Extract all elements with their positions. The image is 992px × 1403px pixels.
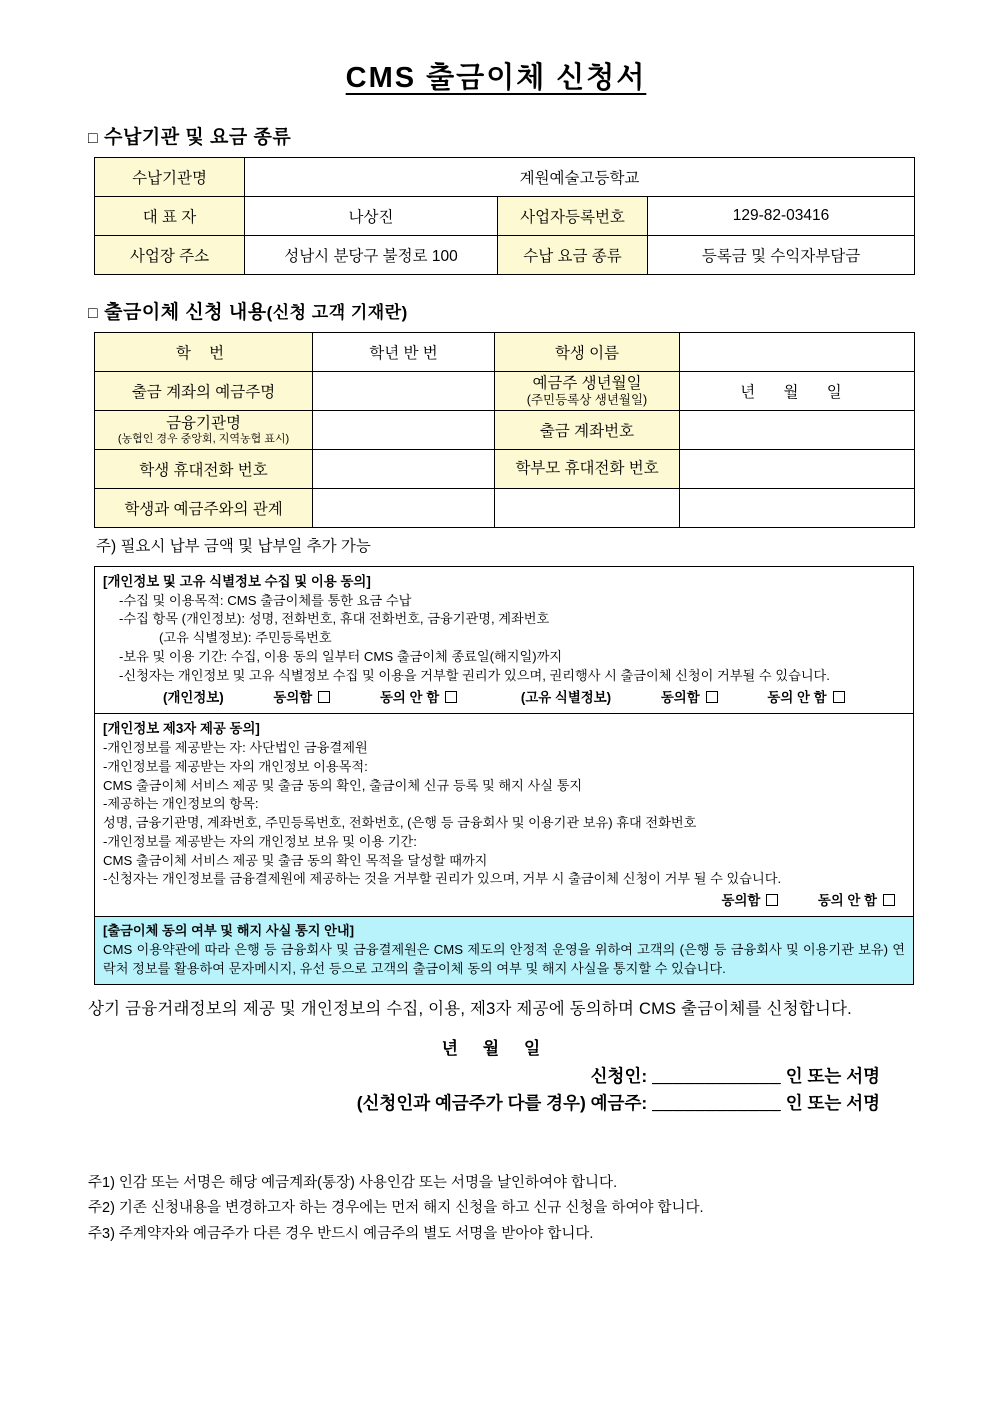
label-fee-type: 수납 요금 종류 — [498, 236, 648, 275]
consent2-line-8: -신청자는 개인정보를 금융결제원에 제공하는 것을 거부할 권리가 있으며, 거부 시 출금이체 신청이 거부 될 수 있습니다. — [103, 871, 782, 887]
field-relation-extra-2[interactable] — [680, 489, 915, 528]
consent2-line-7: CMS 출금이체 서비스 제공 및 출금 동의 확인 목적을 달성할 때까지 — [103, 852, 488, 868]
consent2-yes-label: 동의함 — [721, 893, 761, 909]
payee-institution-table — [94, 157, 915, 275]
consent2-line-6: -개인정보를 제공받는 자의 개인정보 보유 및 이용 기간: — [103, 833, 417, 849]
consent1-unique-yes-checkbox[interactable] — [706, 691, 718, 703]
consent2-agree-row — [103, 891, 905, 910]
field-student-name[interactable] — [680, 333, 915, 372]
consent1-personal-no-label: 동의 안 함 — [379, 690, 440, 706]
field-student-phone[interactable] — [313, 450, 495, 489]
page-title: CMS 출금이체 신청서 — [345, 62, 647, 94]
label-student-phone: 학생 휴대전화 번호 — [95, 450, 313, 489]
label-business-number: 사업자등록번호 — [498, 197, 648, 236]
table-row — [95, 450, 915, 489]
consent-section-third-party — [95, 713, 913, 916]
consent1-personal-label: (개인정보) — [163, 690, 224, 706]
consent2-line-5: 성명, 금융기관명, 계좌번호, 주민등록번호, 전화번호, (은행 등 금융회사 및 이용기관 보유) 휴대 전화번호 — [103, 815, 697, 831]
table-row — [95, 489, 915, 528]
declaration-text: 상기 금융거래정보의 제공 및 개인정보의 수집, 이용, 제3자 제공에 동의하며 CMS 출금이체를 신청합니다. — [88, 1000, 852, 1019]
label-student-no: 학 번 — [95, 333, 313, 372]
field-parent-phone[interactable] — [680, 450, 915, 489]
signature-date-line: 년 월 일 — [441, 1039, 551, 1059]
table-row — [95, 372, 915, 411]
field-grade-class-no[interactable]: 학년 반 번 — [313, 333, 495, 372]
footnote-3: 주3) 주계약자와 예금주가 다른 경우 반드시 예금주의 별도 서명을 받아야 합니다. — [88, 1225, 594, 1242]
holder-signature-suffix: 인 또는 서명 — [785, 1093, 880, 1114]
holder-label: (신청인과 예금주가 다를 경우) 예금주: — [356, 1093, 648, 1114]
applicant-signature-blank[interactable]: ____________ — [652, 1066, 781, 1087]
label-bank-name: 금융기관명 (농협인 경우 중앙회, 지역농협 표시) — [95, 411, 313, 450]
applicant-signature-line — [88, 1063, 904, 1088]
table-row — [95, 411, 915, 450]
consent3-title: [출금이체 동의 여부 및 해지 사실 통지 안내] — [103, 923, 354, 939]
section2-heading — [88, 297, 904, 324]
table-row — [95, 333, 915, 372]
table-row — [95, 236, 915, 275]
footnote-2: 주2) 기존 신청내용을 변경하고자 하는 경우에는 먼저 해지 신청을 하고 신규 신청을 하여야 합니다. — [88, 1200, 704, 1217]
label-account-holder: 출금 계좌의 예금주명 — [95, 372, 313, 411]
application-details-table — [94, 332, 915, 528]
consent1-unique-yes-label: 동의함 — [660, 690, 700, 706]
consent2-title: [개인정보 제3자 제공 동의] — [103, 721, 260, 737]
applicant-signature-suffix: 인 또는 서명 — [785, 1066, 880, 1087]
consent1-line-3: (고유 식별정보): 주민등록번호 — [159, 630, 332, 646]
label-business-address: 사업장 주소 — [95, 236, 245, 275]
label-holder-birth-sub: (주민등록상 생년월일) — [526, 392, 648, 407]
section2-heading-text: 출금이체 신청 내용 — [104, 302, 267, 323]
table-row — [95, 197, 915, 236]
consent-box — [94, 566, 914, 985]
checkbox-marker-1: □ — [88, 130, 99, 147]
field-holder-birth[interactable]: 년 월 일 — [680, 372, 915, 411]
consent1-line-2: -수집 항목 (개인정보): 성명, 전화번호, 휴대 전화번호, 금융기관명, 계좌번호 — [119, 611, 550, 627]
value-representative: 나상진 — [245, 197, 498, 236]
consent1-personal-yes-checkbox[interactable] — [318, 691, 330, 703]
consent1-unique-no-label: 동의 안 함 — [767, 690, 827, 706]
label-account-number: 출금 계좌번호 — [495, 411, 680, 450]
consent2-no-checkbox[interactable] — [883, 894, 895, 906]
consent1-line-4: -보유 및 이용 기간: 수집, 이용 동의 일부터 CMS 출금이체 종료일(해지일)까지 — [119, 648, 563, 664]
value-fee-type: 등록금 및 수익자부담금 — [648, 236, 915, 275]
label-representative: 대 표 자 — [95, 197, 245, 236]
section1-heading-text: 수납기관 및 요금 종류 — [104, 127, 292, 148]
section1-heading — [88, 122, 904, 149]
consent1-title: [개인정보 및 고유 식별정보 수집 및 이용 동의] — [103, 574, 371, 589]
consent-section-notice — [95, 916, 913, 984]
consent3-body: CMS 이용약관에 따라 은행 등 금융회사 및 금융결제원은 CMS 제도의 안정적 운영을 위하여 고객의 (은행 등 금융회사 및 이용기관 보유) 연락처 정보를 활용하여 문자메시지, 유선 등으로 고객의 출금이체 동의 여부 및 해지 사실을 통지할 수 있습니다. — [103, 941, 905, 976]
field-account-holder[interactable] — [313, 372, 495, 411]
footnote-1: 주1) 인감 또는 서명은 해당 예금계좌(통장) 사용인감 또는 서명을 날인하여야 합니다. — [88, 1175, 618, 1192]
holder-signature-line — [88, 1090, 904, 1115]
value-business-address: 성남시 분당구 불정로 100 — [245, 236, 498, 275]
footnotes — [88, 1171, 904, 1247]
value-business-number: 129-82-03416 — [648, 197, 915, 236]
table-row — [95, 158, 915, 197]
consent2-line-1: -개인정보를 제공받는 자: 사단법인 금융결제원 — [103, 740, 368, 756]
value-institution-name: 계원예술고등학교 — [245, 158, 915, 197]
field-account-number[interactable] — [680, 411, 915, 450]
consent1-agree-row — [103, 688, 905, 707]
consent2-line-3: CMS 출금이체 서비스 제공 및 출금 동의 확인, 출금이체 신규 등록 및 해지 사실 통지 — [103, 777, 583, 793]
checkbox-marker-2: □ — [88, 305, 99, 322]
consent1-unique-no-checkbox[interactable] — [833, 691, 845, 703]
applicant-label: 신청인: — [590, 1066, 648, 1087]
consent1-line-1: -수집 및 이용목적: CMS 출금이체를 통한 요금 수납 — [119, 592, 412, 608]
field-relation[interactable] — [313, 489, 495, 528]
consent-section-personal-info — [95, 567, 913, 713]
consent1-personal-no-checkbox[interactable] — [445, 691, 457, 703]
label-bank-name-sub: (농협인 경우 중앙회, 지역농협 표시) — [117, 432, 290, 445]
section2-heading-sub: (신청 고객 기재란) — [266, 303, 408, 322]
consent2-yes-checkbox[interactable] — [766, 894, 778, 906]
label-student-name: 학생 이름 — [495, 333, 680, 372]
label-relation: 학생과 예금주와의 관계 — [95, 489, 313, 528]
field-relation-extra-1[interactable] — [495, 489, 680, 528]
consent2-line-4: -제공하는 개인정보의 항목: — [103, 796, 259, 812]
consent1-unique-label: (고유 식별정보) — [520, 690, 612, 706]
holder-signature-blank[interactable]: ____________ — [652, 1093, 781, 1114]
label-institution-name: 수납기관명 — [95, 158, 245, 197]
label-holder-birth: 예금주 생년월일 (주민등록상 생년월일) — [495, 372, 680, 411]
table-note: 주) 필요시 납부 금액 및 납부일 추가 가능 — [96, 538, 371, 555]
consent1-personal-yes-label: 동의함 — [273, 690, 313, 706]
consent2-line-2: -개인정보를 제공받는 자의 개인정보 이용목적: — [103, 758, 368, 774]
consent2-no-label: 동의 안 함 — [817, 893, 877, 909]
label-parent-phone: 학부모 휴대전화 번호 — [495, 450, 680, 489]
consent1-line-5: -신청자는 개인정보 및 고유 식별정보 수집 및 이용을 거부할 권리가 있으며, 권리행사 시 출금이체 신청이 거부될 수 있습니다. — [119, 667, 830, 683]
field-bank-name[interactable] — [313, 411, 495, 450]
